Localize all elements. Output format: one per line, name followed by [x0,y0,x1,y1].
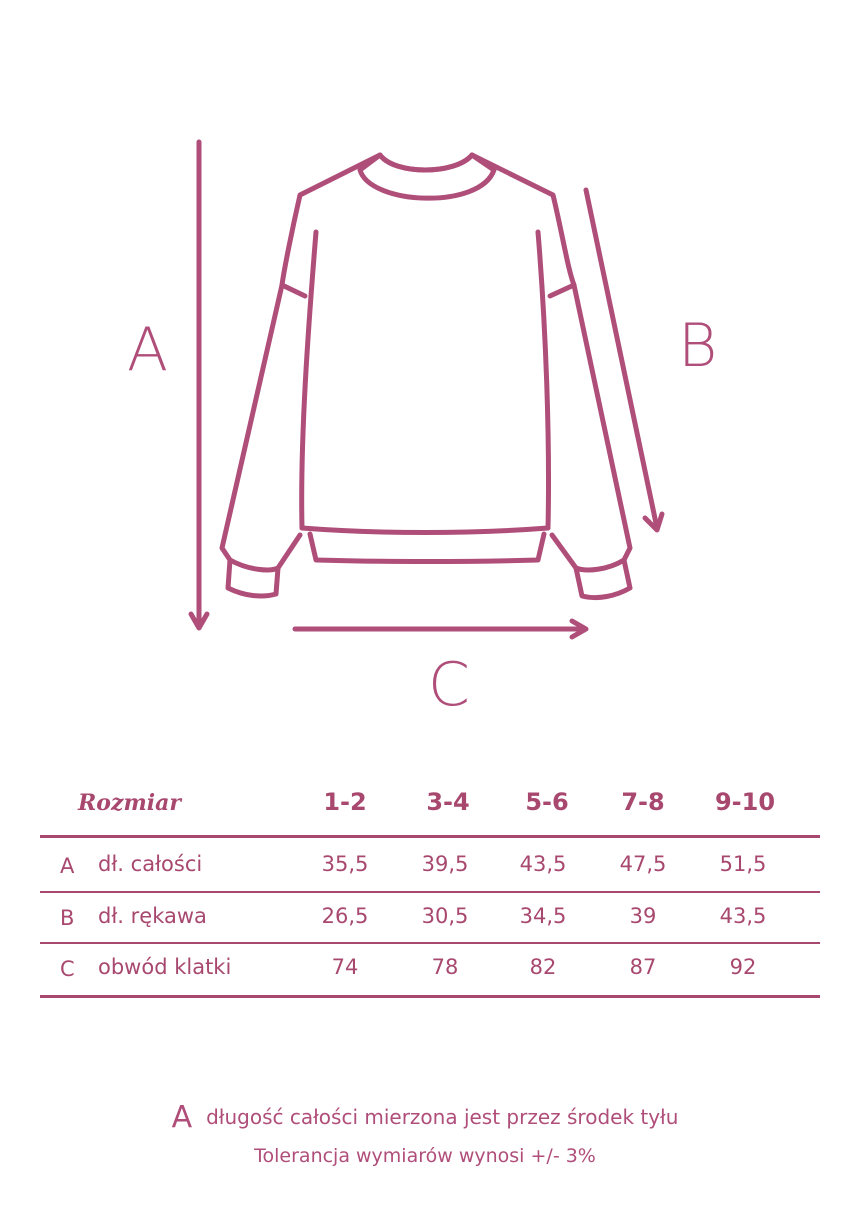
row-letter: B [60,906,75,930]
note-tolerance: Tolerancja wymiarów wynosi +/- 3% [254,1145,596,1167]
table-rule-bottom [40,995,820,998]
table-cell: 74 [331,955,359,979]
table-cell: 47,5 [619,852,667,876]
table-cell: 26,5 [321,904,369,928]
hem-top [302,528,548,533]
table-cell: 43,5 [519,852,567,876]
note-measurement [0,1100,850,1135]
row-label: dł. rękawa [98,904,207,928]
size-header: 3-4 [426,788,470,816]
table-cell: 82 [529,955,557,979]
right-outline [472,155,630,570]
arrow-b-line [586,190,657,528]
table-cell: 78 [431,955,459,979]
row-label: dł. całości [98,852,203,876]
table-cell: 35,5 [321,852,369,876]
row-letter: A [60,854,75,878]
label-b: B [678,311,718,381]
table-cell: 34,5 [519,904,567,928]
note-letter: A [171,1100,193,1135]
label-c: C [428,650,470,720]
table-cell: 92 [729,955,757,979]
table-header [40,780,820,830]
table-cell: 43,5 [719,904,767,928]
size-table [40,780,820,981]
left-side-seam [302,232,316,528]
table-row [40,943,820,993]
hem-band [310,534,544,562]
left-shoulder-seam [282,285,305,296]
row-label: obwód klatki [98,955,232,979]
right-shoulder-seam [550,285,574,296]
brand-rozmiar: Rozmiar [78,790,181,816]
right-side-seam [538,232,549,528]
table-row [40,840,820,890]
size-header: 7-8 [621,788,665,816]
size-header: 5-6 [525,788,569,816]
right-cuff [576,560,630,598]
table-cell: 51,5 [719,852,767,876]
collar-band [360,155,494,198]
size-header: 9-10 [714,788,776,816]
table-cell: 87 [629,955,657,979]
size-header: 1-2 [323,788,367,816]
table-row [40,892,820,942]
table-cell: 39 [629,904,657,928]
table-rule-top [40,835,820,838]
table-cell: 39,5 [421,852,469,876]
table-cell: 30,5 [421,904,469,928]
row-letter: C [60,957,75,981]
note-line-1: długość całości mierzona jest przez środek tyłu [206,1105,679,1129]
label-a: A [127,315,169,385]
